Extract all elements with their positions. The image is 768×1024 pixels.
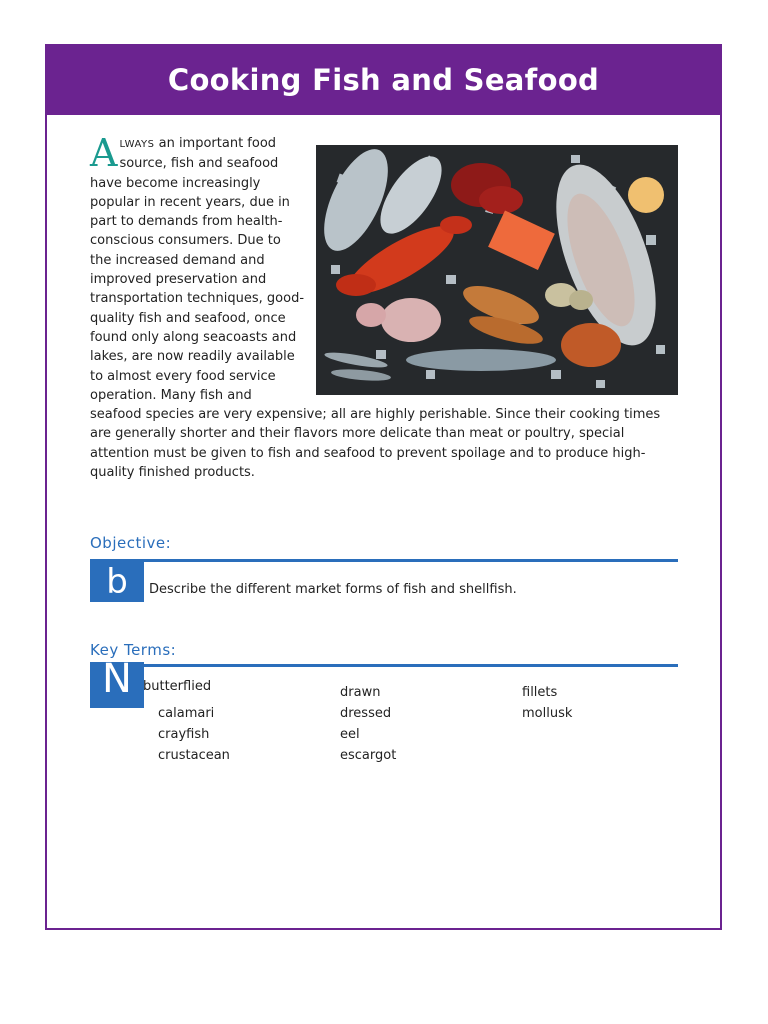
- photo-spacer: [306, 134, 680, 404]
- intro-body: an important food source, fish and seafood have become increasingly popular in recent years, due in part to demands from health-conscious consumers. Due to the increased demand and improved preservation and transportation techniques, good-quality fish and seafood, once found only along seacoasts and lakes, are now readily available to almost every food service operation. Many fish and seafood species are very expensive; all are highly perishable. Since their cooking times are generally shorter and their flavors more delicate than meat or poultry, special attention must be given to fish and seafood to prevent spoilage and to produce high-quality finished products.: [90, 136, 661, 481]
- title-bar: [45, 44, 722, 115]
- objective-rule: [90, 559, 678, 562]
- intro-paragraph: [90, 131, 680, 482]
- page-title: Cooking Fish and Seafood: [167, 62, 600, 97]
- term-drawn: drawn: [340, 685, 381, 700]
- drop-cap: A: [90, 131, 118, 175]
- objective-badge: b: [90, 562, 144, 602]
- term-fillets: fillets: [522, 685, 558, 700]
- term-crayfish: crayfish: [158, 727, 210, 742]
- term-eel: eel: [340, 727, 360, 742]
- term-dressed: dressed: [340, 706, 392, 721]
- intro-smallcaps: LWAYS: [119, 139, 155, 150]
- term-butterflied: butterflied: [143, 679, 212, 694]
- objective-label: Objective:: [90, 534, 172, 552]
- objective-text: Describe the different market forms of fish and shellfish.: [149, 582, 517, 597]
- key-terms-badge: N: [90, 662, 144, 708]
- key-terms-rule: [90, 664, 678, 667]
- term-mollusk: mollusk: [522, 706, 573, 721]
- term-escargot: escargot: [340, 748, 397, 763]
- term-calamari: calamari: [158, 706, 215, 721]
- key-terms-label: Key Terms:: [90, 641, 177, 659]
- term-crustacean: crustacean: [158, 748, 230, 763]
